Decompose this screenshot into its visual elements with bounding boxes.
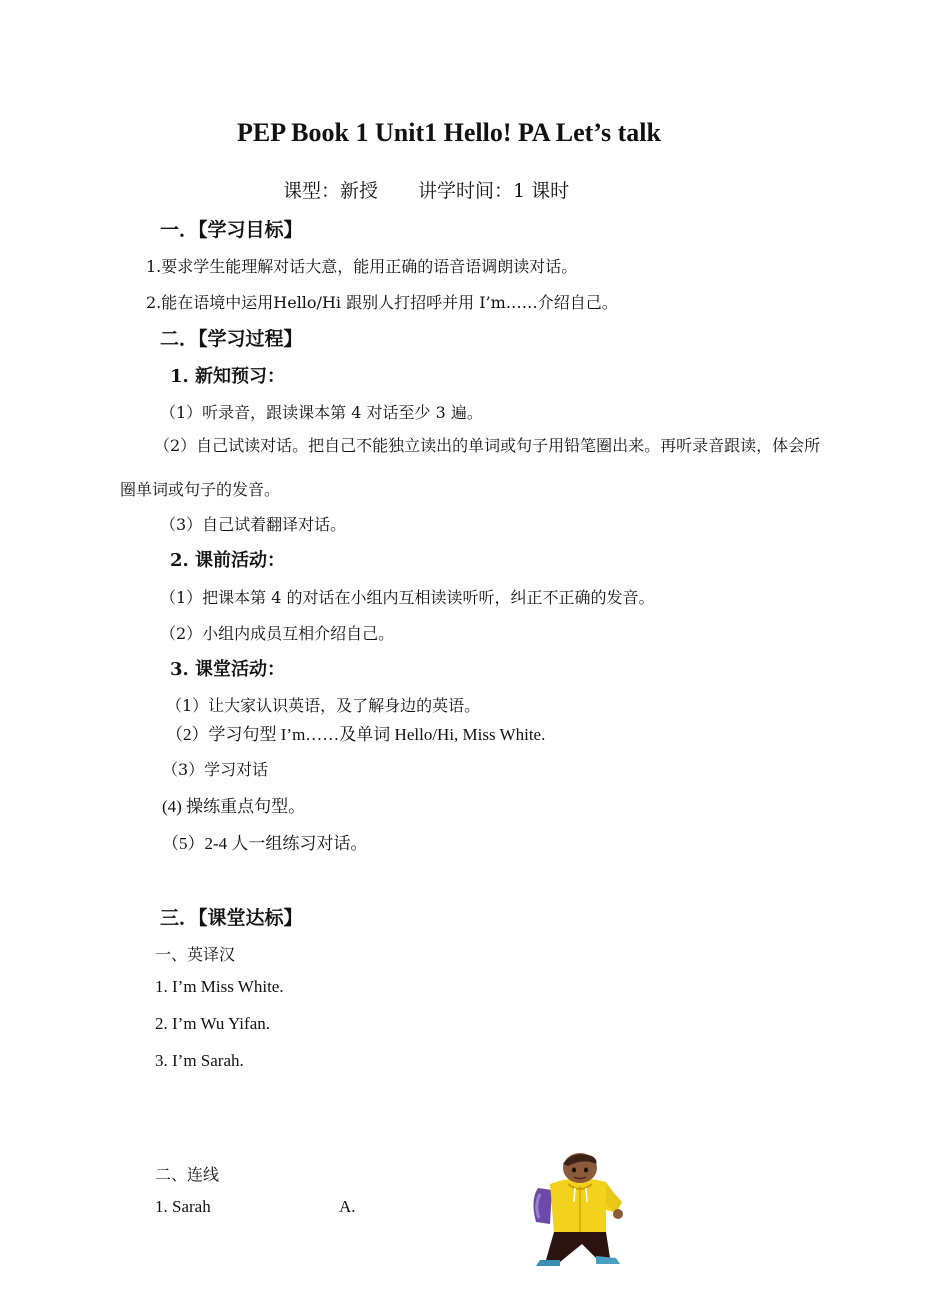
section-heading-process: 二．【学习过程】	[160, 328, 303, 350]
preview-item: （1）听录音，跟读课本第 4 对话至少 3 遍。	[160, 403, 483, 422]
lesson-time: 讲学时间：1 课时	[418, 180, 570, 202]
section-heading-objectives: 一．【学习目标】	[160, 219, 303, 241]
boy-illustration-icon	[520, 1150, 650, 1270]
preclass-item: （2）小组内成员互相介绍自己。	[160, 624, 395, 643]
match-right-item: A.	[339, 1197, 356, 1216]
subsection-heading-inclass: 3. 课堂活动：	[170, 659, 286, 680]
preview-item: （2）自己试读对话。把自己不能独立读出的单词或句子用铅笔圈出来。再听录音跟读，体会所圈单词或句子的发音。	[120, 436, 821, 499]
exercise-heading-match: 二、连线	[155, 1165, 220, 1184]
lesson-type: 课型：新授	[283, 180, 379, 202]
translate-item: 1. I’m Miss White.	[155, 977, 284, 996]
match-left-item: 1. Sarah	[155, 1197, 211, 1216]
objective-item: 1.要求学生能理解对话大意，能用正确的语音语调朗读对话。	[146, 257, 578, 276]
lesson-meta	[283, 176, 569, 203]
objective-item: 2.能在语境中运用Hello/Hi 跟别人打招呼并用 I’m……介绍自己。	[146, 293, 618, 312]
inclass-item: （3）学习对话	[162, 760, 269, 779]
exercise-heading-translate: 一、英译汉	[155, 945, 236, 964]
inclass-item: （1）让大家认识英语，及了解身边的英语。	[166, 696, 481, 715]
inclass-item: （5）2-4 人一组练习对话。	[162, 834, 368, 853]
subsection-heading-preview: 1. 新知预习：	[170, 366, 286, 387]
subsection-heading-preclass: 2. 课前活动：	[170, 550, 286, 571]
translate-item: 3. I’m Sarah.	[155, 1051, 244, 1070]
translate-item: 2. I’m Wu Yifan.	[155, 1014, 270, 1033]
section-heading-assessment: 三．【课堂达标】	[160, 907, 303, 929]
preclass-item: （1）把课本第 4 的对话在小组内互相读读听听，纠正不正确的发音。	[160, 588, 655, 607]
page-title: PEP Book 1 Unit1 Hello! PA Let’s talk	[237, 118, 661, 147]
inclass-item: (4) 操练重点句型。	[162, 797, 306, 816]
preview-item: （3）自己试着翻译对话。	[160, 515, 347, 534]
inclass-item: （2）学习句型 I’m……及单词 Hello/Hi, Miss White.	[166, 725, 546, 744]
